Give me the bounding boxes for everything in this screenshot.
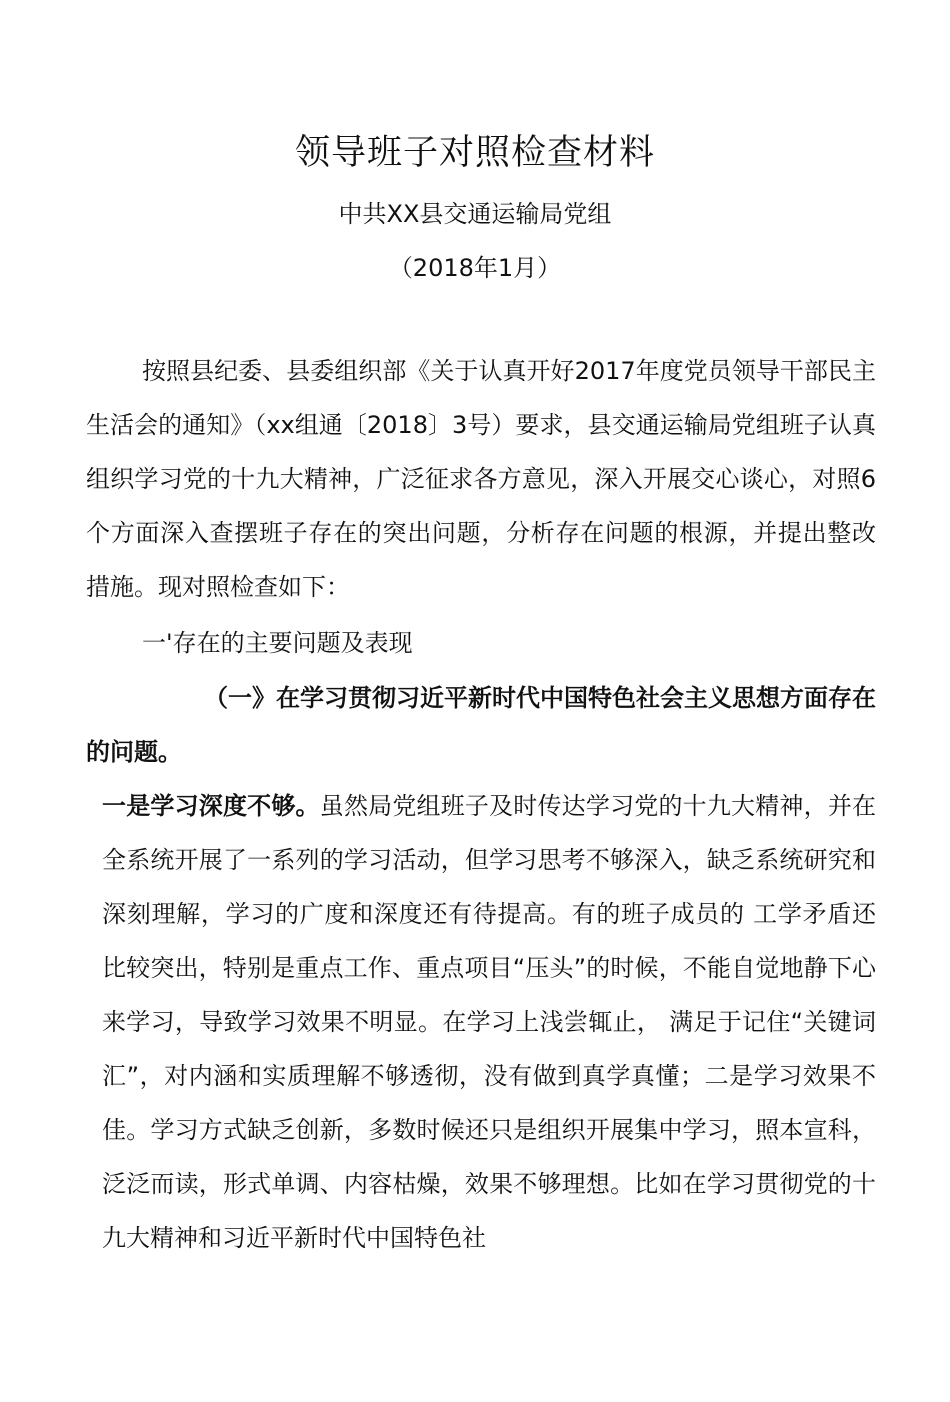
subsection-heading: （一》在学习贯彻习近平新时代中国特色社会主义思想方面存在的问题。 [86,684,876,766]
document-date: （2018年1月） [388,254,562,282]
point-paragraph [102,779,876,1265]
intro-paragraph: 按照县纪委、县委组织部《关于认真开好2017年度党员领导干部民主生活会的通知》（xx组通〔2018〕3号）要求，县交通运输局党组班子认真组织学习党的十九大精神，广泛征求各方意见，深入开展交心谈心，对照6个方面深入查摆班子存在的突出问题，分析存在问题的根源，并提出整改措施。现对照检查如下： [86,357,876,601]
document-title: 领导班子对照检查材料 [294,133,655,173]
document-org: 中共XX县交通运输局党组 [338,200,612,228]
section-heading: 一'存在的主要问题及表现 [142,629,413,657]
point-lead: 一是学习深度不够。 [102,792,320,820]
point-text: 虽然局党组班子及时传达学习党的十九大精神，并在全系统开展了一系列的学习活动，但学习思考不够深入，缺乏系统研究和深刻理解，学习的广度和深度还有待提高。有的班子成员的 工学矛盾还比较突出，特别是重点工作、重点项目“压头”的时候，不能自觉地静下心来学习，导致学习效果不明显。在学习上浅尝辄止， 满足于记住“关键词汇”，对内涵和实质理解不够透彻，没有做到真学真懂；二是学习效果不佳。学习方式缺乏创新，多数时候还只是组织开展集中学习，照本宣科，泛泛而读，形式单调、内容枯燥，效果不够理想。比如在学习贯彻党的十九大精神和习近平新时代中国特色社 [102,792,877,1252]
